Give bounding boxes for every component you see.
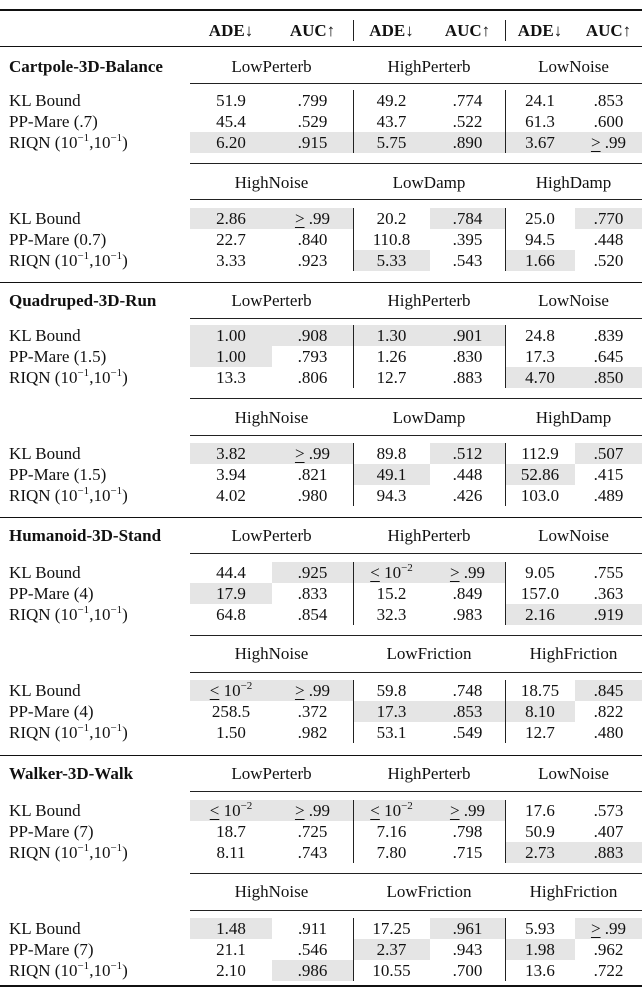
top-rule [0,9,642,11]
auc-value: > .99 [575,132,642,153]
ade-value: 12.7 [525,723,555,742]
metric-header-auc: AUC↑ [444,21,491,40]
auc-value: .833 [297,584,328,603]
ade-value: 2.37 [353,939,430,960]
ade-value: 13.6 [525,961,555,980]
cmidrule [190,199,642,200]
ade-value: 15.2 [376,584,407,603]
ade-value: 49.2 [376,91,407,110]
auc-value: .919 [575,604,642,625]
auc-value: .923 [297,251,328,270]
ade-value: < $10^{-2}$ [190,680,272,701]
auc-value: .426 [452,486,483,505]
condition-group-label: LowDamp [392,408,466,427]
ade-value: 59.8 [376,681,407,700]
ade-value: 25.0 [525,209,555,228]
method-label: KL Bound [9,801,81,820]
auc-value: .961 [430,918,505,939]
condition-group-label: HighNoise [234,408,309,427]
mid-rule [0,46,642,47]
ade-value: 20.2 [376,209,407,228]
ade-value: 10.55 [372,961,411,980]
method-label: KL Bound [9,563,81,582]
ade-value: 52.86 [505,464,575,485]
table-row [0,90,642,111]
ade-value: 32.3 [376,605,407,624]
ade-value: 5.75 [353,132,430,153]
ade-value: 103.0 [520,486,560,505]
condition-group-label: HighPerterb [387,526,471,545]
mid-rule [0,755,642,756]
metric-header-ade: ADE↓ [517,21,563,40]
ade-value: 7.80 [376,843,407,862]
ade-value: 13.3 [216,368,246,387]
table-row [0,443,642,464]
condition-group-label: LowFriction [386,644,472,663]
column-divider [353,918,354,981]
table-row [0,367,642,388]
method-label: KL Bound [9,91,81,110]
ade-value: 21.1 [216,940,246,959]
ade-value: 49.1 [353,464,430,485]
ade-value: 110.8 [372,230,411,249]
table-row [0,250,642,271]
ade-value: 8.10 [505,701,575,722]
auc-value: .943 [452,940,483,959]
ade-value: 4.70 [505,367,575,388]
table-row [0,562,642,583]
method-label: PP-Mare (4) [9,584,94,603]
auc-value: > .99 [272,208,353,229]
method-label: RIQN $(10^{-1},10^{-1})$ [9,485,128,505]
condition-group-label: LowPerterb [231,764,312,783]
ade-value: 64.8 [216,605,246,624]
auc-value: .774 [452,91,483,110]
column-divider [505,208,506,271]
column-divider [505,918,506,981]
auc-value: .784 [430,208,505,229]
auc-value: .522 [452,112,483,131]
method-label: PP-Mare (1.5) [9,465,107,484]
method-label: PP-Mare (7) [9,822,94,841]
ade-value: 1.66 [505,250,575,271]
ade-value: 1.98 [505,939,575,960]
condition-group-label: HighFriction [529,644,618,663]
method-label: RIQN $(10^{-1},10^{-1})$ [9,132,128,152]
method-label: RIQN $(10^{-1},10^{-1})$ [9,960,128,980]
method-label: PP-Mare (4) [9,702,94,721]
auc-value: .489 [593,486,624,505]
table-row [0,680,642,701]
table-row [0,604,642,625]
ade-value: 112.9 [521,444,559,463]
condition-group-label: HighPerterb [387,57,471,76]
column-divider [353,20,354,41]
table-row [0,918,642,939]
column-divider [505,562,506,625]
table-row [0,485,642,506]
table-row [0,208,642,229]
cmidrule [190,635,642,636]
auc-value: .845 [575,680,642,701]
ade-value: 157.0 [520,584,560,603]
method-label: RIQN $(10^{-1},10^{-1})$ [9,250,128,270]
auc-value: .372 [297,702,328,721]
ade-value: 5.93 [525,919,555,938]
auc-value: .755 [593,563,624,582]
ade-value: 3.94 [216,465,246,484]
auc-value: > .99 [430,800,505,821]
cmidrule [190,910,642,911]
ade-value: 1.00 [190,325,272,346]
auc-value: .448 [452,465,483,484]
auc-value: .799 [297,91,328,110]
ade-value: 24.1 [525,91,555,110]
auc-value: .573 [593,801,624,820]
auc-value: .806 [297,368,328,387]
ade-value: 61.3 [525,112,555,131]
cmidrule [190,873,642,874]
condition-group-label: HighPerterb [387,764,471,783]
auc-value: .854 [297,605,328,624]
column-divider [353,562,354,625]
ade-value: < $10^{-2}$ [190,800,272,821]
ade-value: 8.11 [216,843,246,862]
condition-group-label: HighNoise [234,644,309,663]
condition-group-label: HighDamp [535,173,612,192]
ade-value: 18.7 [216,822,246,841]
auc-value: .700 [452,961,483,980]
column-divider [505,90,506,153]
method-label: RIQN $(10^{-1},10^{-1})$ [9,842,128,862]
env-title: Humanoid-3D-Stand [9,526,162,545]
auc-value: .529 [297,112,328,131]
table-row [0,939,642,960]
env-title: Cartpole-3D-Balance [9,57,163,76]
auc-value: .546 [297,940,328,959]
auc-value: .822 [593,702,624,721]
ade-value: 12.7 [376,368,407,387]
column-divider [353,208,354,271]
auc-value: .480 [593,723,624,742]
column-divider [505,325,506,388]
table-row [0,346,642,367]
metric-header-ade: ADE↓ [369,21,414,40]
method-label: KL Bound [9,919,81,938]
auc-value: .915 [272,132,353,153]
condition-group-label: HighFriction [529,882,618,901]
metric-header-auc: AUC↑ [585,21,632,40]
column-divider [353,680,354,743]
auc-value: .395 [452,230,483,249]
ade-value: 9.05 [525,563,555,582]
condition-group-label: LowDamp [392,173,466,192]
condition-group-label: LowNoise [538,526,609,545]
auc-value: .793 [297,347,328,366]
auc-value: > .99 [272,443,353,464]
ade-value: 3.67 [505,132,575,153]
auc-value: .883 [575,842,642,863]
ade-value: 1.26 [376,347,407,366]
ade-value: 51.9 [216,91,246,110]
ade-value: 4.02 [216,486,246,505]
metric-header-ade: ADE↓ [208,21,254,40]
auc-value: .853 [430,701,505,722]
column-divider [353,325,354,388]
ade-value: 17.9 [190,583,272,604]
auc-value: .982 [297,723,328,742]
method-label: RIQN $(10^{-1},10^{-1})$ [9,722,128,742]
cmidrule [190,83,642,84]
env-title: Quadruped-3D-Run [9,291,157,310]
auc-value: .512 [430,443,505,464]
auc-value: .645 [593,347,624,366]
ade-value: 45.4 [216,112,246,131]
ade-value: 2.73 [505,842,575,863]
auc-value: .840 [297,230,328,249]
auc-value: .839 [593,326,624,345]
table-row [0,821,642,842]
auc-value: .549 [452,723,483,742]
method-label: RIQN $(10^{-1},10^{-1})$ [9,604,128,624]
condition-group-label: LowPerterb [231,526,312,545]
auc-value: .850 [575,367,642,388]
condition-group-label: HighDamp [535,408,612,427]
auc-value: .743 [297,843,328,862]
table-row [0,842,642,863]
auc-value: > .99 [272,800,353,821]
ade-value: 2.16 [505,604,575,625]
method-label: KL Bound [9,681,81,700]
ade-value: 17.25 [372,919,411,938]
condition-group-label: LowFriction [386,882,472,901]
auc-value: .722 [593,961,624,980]
ade-value: 5.33 [353,250,430,271]
bottom-rule [0,985,642,987]
condition-group-label: LowNoise [538,291,609,310]
method-label: PP-Mare (0.7) [9,230,107,249]
auc-value: .911 [297,919,328,938]
auc-value: .798 [452,822,483,841]
ade-value: 2.86 [190,208,272,229]
cmidrule [190,553,642,554]
column-divider [353,800,354,863]
table-row [0,229,642,250]
column-divider [505,20,506,41]
ade-value: 6.20 [190,132,272,153]
auc-value: .407 [593,822,624,841]
auc-value: .770 [575,208,642,229]
ade-value: 44.4 [216,563,246,582]
cmidrule [190,672,642,673]
method-label: PP-Mare (.7) [9,112,98,131]
auc-value: .853 [593,91,624,110]
condition-group-label: LowPerterb [231,291,312,310]
ade-value: 17.3 [525,347,555,366]
metric-header-auc: AUC↑ [289,21,336,40]
auc-value: .520 [593,251,624,270]
method-label: KL Bound [9,209,81,228]
metric-header-row [0,20,642,41]
auc-value: .821 [297,465,328,484]
ade-value: 17.3 [353,701,430,722]
mid-rule [0,282,642,283]
ade-value: 1.30 [353,325,430,346]
auc-value: .980 [297,486,328,505]
condition-group-label: HighNoise [234,173,309,192]
ade-value: 50.9 [525,822,555,841]
ade-value: 89.8 [376,444,407,463]
auc-value: .830 [452,347,483,366]
method-label: KL Bound [9,326,81,345]
table-row [0,464,642,485]
method-label: PP-Mare (7) [9,940,94,959]
condition-group-label: HighNoise [234,882,309,901]
auc-value: .415 [593,465,624,484]
auc-value: .448 [593,230,624,249]
auc-value: > .99 [430,562,505,583]
mid-rule [0,517,642,518]
auc-value: .600 [593,112,624,131]
column-divider [505,443,506,506]
column-divider [505,680,506,743]
table-row [0,722,642,743]
auc-value: .715 [452,843,483,862]
auc-value: .363 [593,584,624,603]
ade-value: 18.75 [520,681,560,700]
ade-value: 22.7 [216,230,246,249]
condition-group-label: LowNoise [538,57,609,76]
auc-value: .925 [272,562,353,583]
condition-group-label: HighPerterb [387,291,471,310]
ade-value: 24.8 [525,326,555,345]
auc-value: .986 [272,960,353,981]
table-row [0,701,642,722]
ade-value: 94.3 [376,486,407,505]
cmidrule [190,435,642,436]
method-label: PP-Mare (1.5) [9,347,107,366]
auc-value: .725 [297,822,328,841]
table-row [0,960,642,981]
ade-value: 1.48 [190,918,272,939]
condition-group-label: LowPerterb [231,57,312,76]
table-row [0,111,642,132]
auc-value: .983 [452,605,483,624]
auc-value: .908 [272,325,353,346]
ade-value: 1.00 [190,346,272,367]
column-divider [505,800,506,863]
ade-value: 3.82 [190,443,272,464]
ade-value: 1.50 [216,723,246,742]
ade-value: 3.33 [216,251,246,270]
env-title: Walker-3D-Walk [9,764,134,783]
table-row [0,800,642,821]
cmidrule [190,398,642,399]
cmidrule [190,163,642,164]
table-row [0,325,642,346]
cmidrule [190,318,642,319]
auc-value: .890 [430,132,505,153]
auc-value: > .99 [272,680,353,701]
auc-value: .507 [575,443,642,464]
condition-group-label: LowNoise [538,764,609,783]
auc-value: > .99 [575,918,642,939]
auc-value: .543 [452,251,483,270]
ade-value: 94.5 [525,230,555,249]
method-label: RIQN $(10^{-1},10^{-1})$ [9,367,128,387]
ade-value: 17.6 [525,801,555,820]
ade-value: 7.16 [376,822,407,841]
auc-value: .883 [452,368,483,387]
column-divider [353,90,354,153]
ade-value: < $10^{-2}$ [353,562,430,583]
ade-value: 53.1 [376,723,407,742]
table-row [0,583,642,604]
auc-value: .849 [452,584,483,603]
table-row [0,132,642,153]
auc-value: .901 [430,325,505,346]
ade-value: < $10^{-2}$ [353,800,430,821]
ade-value: 258.5 [211,702,251,721]
ade-value: 43.7 [376,112,407,131]
method-label: KL Bound [9,444,81,463]
ade-value: 2.10 [216,961,246,980]
column-divider [353,443,354,506]
auc-value: .748 [452,681,483,700]
cmidrule [190,791,642,792]
auc-value: .962 [593,940,624,959]
